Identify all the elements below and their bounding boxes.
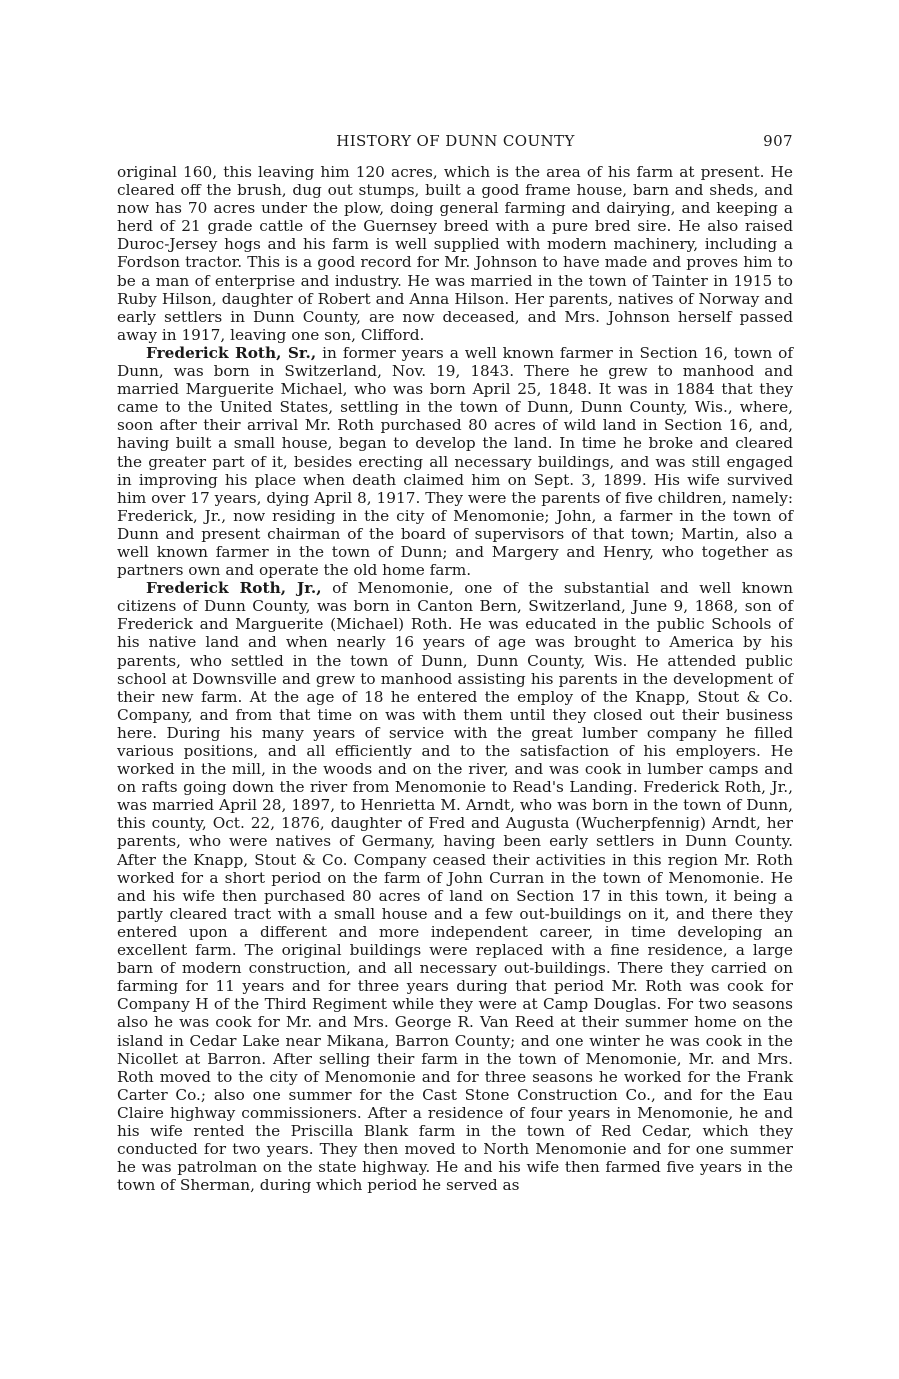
running-title: HISTORY OF DUNN COUNTY <box>336 132 575 150</box>
paragraph-text: of Menomonie, one of the substantial and well known citizens of Dunn County, was born in Canton Bern, Switzerland, June 9, 1868, son of Frederick and Marguerite (Michael) Roth. He was educated in the public Schools of his native land and when nearly 16 years of age was brought to America by his parents, who settled in the town of Dunn, Dunn County, Wis. He attended public school at Downsville and grew to manhood assisting his parents in the development of their new farm. At the age of 18 he entered the employ of the Knapp, Stout & Co. Company, and from that time on was with them until they closed out their business here. During his many years of service with the great lumber company he filled various positions, and all efficiently and to the satisfaction of his employers. He worked in the mill, in the woods and on the river, and was cook in lumber camps and on rafts going down the river from Menomonie to Read's Landing. Frederick Roth, Jr., was married April 28, 1897, to Henrietta M. Arndt, who was born in the town of Dunn, this county, Oct. 22, 1876, daughter of Fred and Augusta (Wucherpfennig) Arndt, her parents, who were natives of Germany, having been early settlers in Dunn County. After the Knapp, Stout & Co. Company ceased their activities in this region Mr. Roth worked for a short period on the farm of John Curran in the town of Menomonie. He and his wife then purchased 80 acres of land on Section 17 in this town, it being a partly cleared tract with a small house and a few out-buildings on it, and there they entered upon a different and more independent career, in time developing an excellent farm. The original buildings were replaced with a fine residence, a large barn of modern construction, and all necessary out-buildings. There they carried on farming for 11 years and for three years during that period Mr. Roth was cook for Company H of the Third Regiment while they were at Camp Douglas. For two seasons also he was cook for Mr. and Mrs. George R. Van Reed at their summer home on the island in Cedar Lake near Mikana, Barron County; and one winter he was cook in the Nicollet at Barron. After selling their farm in the town of Menomonie, Mr. and Mrs. Roth moved to the city of Menomonie and for three seasons he worked for the Frank Carter Co.; also one summer for the Cast Stone Construction Co., and for the Eau Claire highway commissioners. After a residence of four years in Menomonie, he and his wife rented the Priscilla Blank farm in the town of Red Cedar, which they conducted for two years. They then moved to North Menomonie and for one summer he was patrolman on the state highway. He and his wife then farmed five years in the town of Sherman, during which period he served as <box>117 579 793 1195</box>
running-header <box>118 132 793 154</box>
paragraph-frederick-roth-sr <box>117 344 793 579</box>
page-number: 907 <box>763 132 793 150</box>
paragraph-lead-name: Frederick Roth, Sr., <box>146 343 317 362</box>
paragraph-lead-name: Frederick Roth, Jr., <box>146 579 322 598</box>
paragraph-johnson-continued <box>117 163 793 344</box>
paragraph-text: in former years a well known farmer in Section 16, town of Dunn, was born in Switzerland, Nov. 19, 1843. There he grew to manhood and married Marguerite Michael, who was born April 25, 1848. It was in 1884 that they came to the United States, settling in the town of Dunn, Dunn County, Wis., where, soon after their arrival Mr. Roth purchased 80 acres of wild land in Section 16, and, having built a small house, began to develop the land. In time he broke and cleared the greater part of it, besides erecting all necessary buildings, and was still engaged in improving his place when death claimed him on Sept. 3, 1899. His wife survived him over 17 years, dying April 8, 1917. They were the parents of five children, namely: Frederick, Jr., now residing in the city of Menomonie; John, a farmer in the town of Dunn and present chairman of the board of supervisors of that town; Martin, also a well known farmer in the town of Dunn; and Margery and Henry, who together as partners own and operate the old home farm. <box>117 343 793 580</box>
body-text <box>117 163 793 1194</box>
paragraph-frederick-roth-jr <box>117 579 793 1194</box>
paragraph-text: original 160, this leaving him 120 acres, which is the area of his farm at present. He cleared off the brush, dug out stumps, built a good frame house, barn and sheds, and now has 70 acres under the plow, doing general farming and dairying, and keeping a herd of 21 grade cattle of the Guernsey breed with a pure bred sire. He also raised Duroc-Jersey hogs and his farm is well supplied with modern machinery, including a Fordson tractor. This is a good record for Mr. Johnson to have made and proves him to be a man of enterprise and industry. He was married in the town of Tainter in 1915 to Ruby Hilson, daughter of Robert and Anna Hilson. Her parents, natives of Norway and early settlers in Dunn County, are now deceased, and Mrs. Johnson herself passed away in 1917, leaving one son, Clifford. <box>117 163 793 344</box>
